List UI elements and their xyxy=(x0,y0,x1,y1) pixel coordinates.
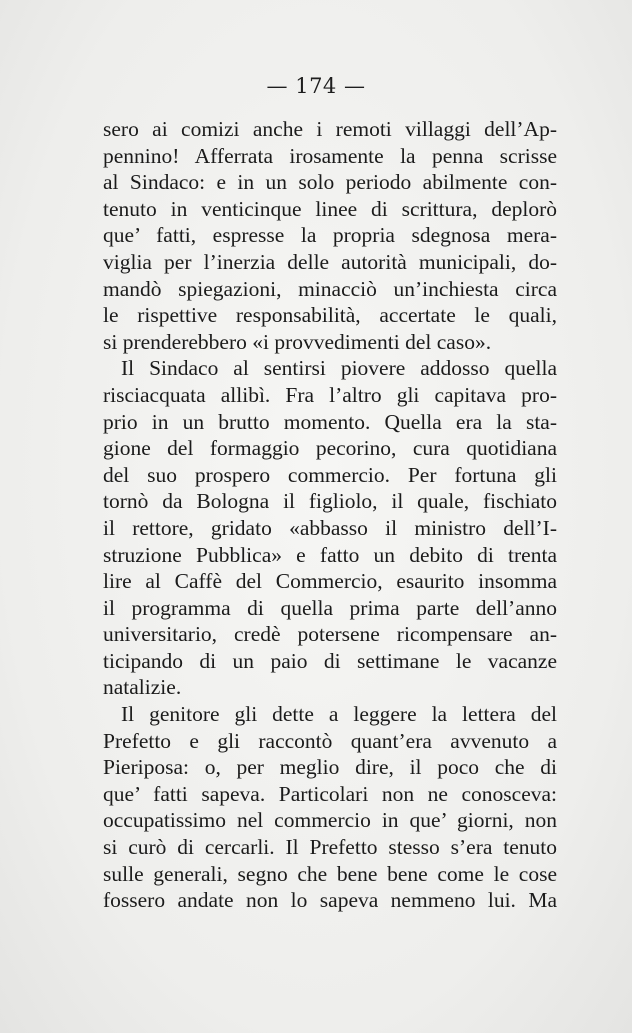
text-line: mandò spiegazioni, minacciò un’inchiesta circa xyxy=(103,276,557,301)
text-line: Il genitore gli dette a leggere la lettera del xyxy=(121,702,557,727)
text-line: occupatissimo nel commercio in que’ giorni, non xyxy=(103,808,557,833)
text-line: risciacquata allibì. Fra l’altro gli capitava pro- xyxy=(103,382,557,407)
text-line: struzione Pubblica» e fatto un debito di trenta xyxy=(103,542,557,567)
text-line: viglia per l’inerzia delle autorità municipali, do- xyxy=(103,249,557,274)
body-text xyxy=(103,116,557,914)
text-line: pennino! Afferrata irosamente la penna scrisse xyxy=(103,143,557,168)
text-line: si prenderebbero «i provvedimenti del caso». xyxy=(103,329,492,354)
text-line: al Sindaco: e in un solo periodo abilmente con- xyxy=(103,170,557,195)
text-line: Prefetto e gli raccontò quant’era avvenuto a xyxy=(103,728,557,753)
text-line: Il Sindaco al sentirsi piovere addosso quella xyxy=(121,356,557,381)
text-line: del suo prospero commercio. Per fortuna gli xyxy=(103,462,557,487)
page-number: — 174 — xyxy=(266,74,366,98)
text-line: prio in un brutto momento. Quella era la sta- xyxy=(103,409,557,434)
text-line: que’ fatti sapeva. Particolari non ne conosceva: xyxy=(103,781,557,806)
text-line: gione del formaggio pecorino, cura quotidiana xyxy=(103,436,557,461)
text-line: il programma di quella prima parte dell’anno xyxy=(103,595,557,620)
text-line: fossero andate non lo sapeva nemmeno lui. Ma xyxy=(103,888,557,913)
text-line: tornò da Bologna il figliolo, il quale, fischiato xyxy=(103,489,557,514)
text-line: lire al Caffè del Commercio, esaurito insomma xyxy=(103,569,557,594)
text-line: natalizie. xyxy=(103,675,182,700)
text-line: ticipando di un paio di settimane le vacanze xyxy=(103,648,557,673)
text-line: sero ai comizi anche i remoti villaggi dell’Ap- xyxy=(103,117,557,141)
text-line: si curò di cercarli. Il Prefetto stesso s’era tenuto xyxy=(103,835,557,860)
text-line: il rettore, gridato «abbasso il ministro dell’I- xyxy=(103,515,557,540)
text-line: tenuto in venticinque linee di scrittura, deplorò xyxy=(103,196,557,221)
text-line: sulle generali, segno che bene bene come le cose xyxy=(103,861,557,886)
text-line: que’ fatti, espresse la propria sdegnosa mera- xyxy=(103,223,557,248)
text-line: le rispettive responsabilità, accertate le quali, xyxy=(103,303,557,328)
text-line: Pieriposa: o, per meglio dire, il poco che di xyxy=(103,755,557,780)
text-line: universitario, credè potersene ricompensare an- xyxy=(103,622,557,647)
